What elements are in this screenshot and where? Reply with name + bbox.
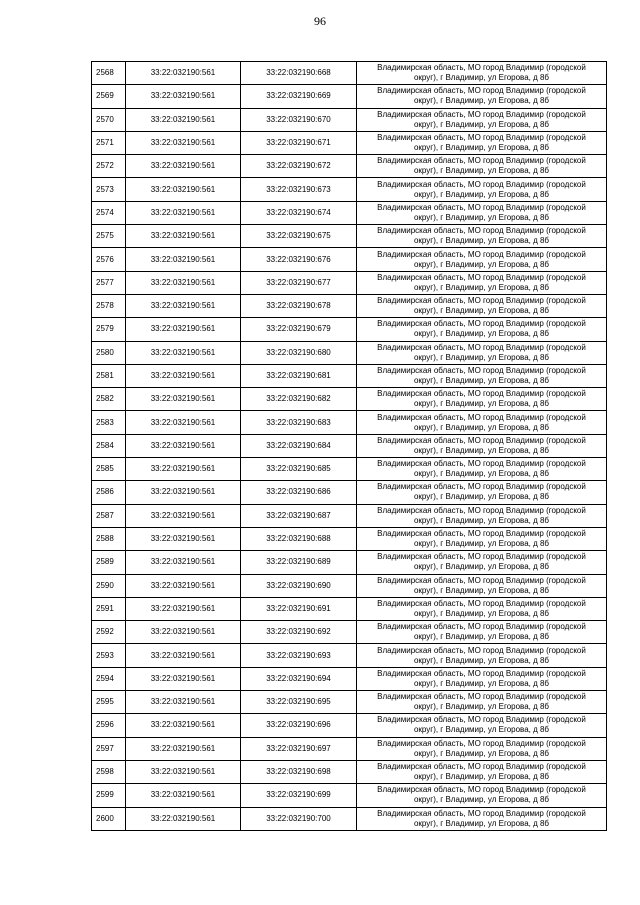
row-number: 2597 [92,737,126,760]
address-cell [357,644,607,667]
row-number: 2588 [92,527,126,550]
cadastral-number: 33:22:032190:675 [241,225,357,248]
address-line-2: округ), г Владимир, ул Егорова, д 8б [413,143,550,153]
table-row [92,807,607,830]
address-cell [357,434,607,457]
table-row [92,201,607,224]
row-number: 2599 [92,784,126,807]
address-cell [357,597,607,620]
table-row [92,155,607,178]
address-line-2: округ), г Владимир, ул Егорова, д 8б [413,306,550,316]
cadastral-number: 33:22:032190:673 [241,178,357,201]
parent-cadastral-number: 33:22:032190:561 [126,621,241,644]
cadastral-number: 33:22:032190:698 [241,760,357,783]
address-cell [357,178,607,201]
address-cell [357,527,607,550]
row-number: 2570 [92,108,126,131]
parent-cadastral-number: 33:22:032190:561 [126,271,241,294]
parent-cadastral-number: 33:22:032190:561 [126,225,241,248]
parent-cadastral-number: 33:22:032190:561 [126,364,241,387]
table-row [92,458,607,481]
cadastral-number: 33:22:032190:699 [241,784,357,807]
row-number: 2569 [92,85,126,108]
address-line-2: округ), г Владимир, ул Егорова, д 8б [413,818,550,828]
cadastral-number: 33:22:032190:676 [241,248,357,271]
parent-cadastral-number: 33:22:032190:561 [126,667,241,690]
address-line-1: Владимирская область, МО город Владимир (городской [377,412,586,422]
parent-cadastral-number: 33:22:032190:561 [126,434,241,457]
address-line-2: округ), г Владимир, ул Егорова, д 8б [413,539,550,549]
parent-cadastral-number: 33:22:032190:561 [126,807,241,830]
table-row [92,434,607,457]
address-line-2: округ), г Владимир, ул Егорова, д 8б [413,282,550,292]
cadastral-number: 33:22:032190:691 [241,597,357,620]
cadastral-number: 33:22:032190:671 [241,131,357,154]
parent-cadastral-number: 33:22:032190:561 [126,737,241,760]
address-line-1: Владимирская область, МО город Владимир (городской [377,342,586,352]
address-line-2: округ), г Владимир, ул Егорова, д 8б [413,515,550,525]
cadastral-number: 33:22:032190:678 [241,294,357,317]
table-row [92,62,607,85]
table-row [92,784,607,807]
row-number: 2573 [92,178,126,201]
row-number: 2590 [92,574,126,597]
row-number: 2596 [92,714,126,737]
table-row [92,131,607,154]
address-line-1: Владимирская область, МО город Владимир (городской [377,226,586,236]
row-number: 2574 [92,201,126,224]
parent-cadastral-number: 33:22:032190:561 [126,714,241,737]
cadastral-number: 33:22:032190:700 [241,807,357,830]
address-cell [357,574,607,597]
address-cell [357,108,607,131]
address-line-1: Владимирская область, МО город Владимир (городской [377,249,586,259]
parent-cadastral-number: 33:22:032190:561 [126,388,241,411]
address-cell [357,551,607,574]
address-cell [357,411,607,434]
address-line-1: Владимирская область, МО город Владимир (городской [377,598,586,608]
address-line-2: округ), г Владимир, ул Егорова, д 8б [413,259,550,269]
address-cell [357,504,607,527]
address-cell [357,691,607,714]
address-line-2: округ), г Владимир, ул Егорова, д 8б [413,772,550,782]
table-row [92,691,607,714]
address-line-1: Владимирская область, МО город Владимир (городской [377,156,586,166]
address-line-1: Владимирская область, МО город Владимир (городской [377,692,586,702]
cadastral-number: 33:22:032190:693 [241,644,357,667]
address-cell [357,737,607,760]
address-cell [357,155,607,178]
address-line-1: Владимирская область, МО город Владимир (городской [377,762,586,772]
cadastral-number: 33:22:032190:686 [241,481,357,504]
address-line-1: Владимирская область, МО город Владимир (городской [377,738,586,748]
row-number: 2586 [92,481,126,504]
row-number: 2585 [92,458,126,481]
address-line-1: Владимирская область, МО город Владимир (городской [377,63,586,73]
address-cell [357,131,607,154]
property-table [91,61,607,831]
address-line-1: Владимирская область, МО город Владимир (городской [377,645,586,655]
cadastral-number: 33:22:032190:681 [241,364,357,387]
parent-cadastral-number: 33:22:032190:561 [126,574,241,597]
address-line-2: округ), г Владимир, ул Егорова, д 8б [413,119,550,129]
address-cell [357,458,607,481]
address-line-1: Владимирская область, МО город Владимир (городской [377,272,586,282]
address-cell [357,714,607,737]
address-line-1: Владимирская область, МО город Владимир (городской [377,715,586,725]
cadastral-number: 33:22:032190:692 [241,621,357,644]
address-line-2: округ), г Владимир, ул Егорова, д 8б [413,189,550,199]
parent-cadastral-number: 33:22:032190:561 [126,294,241,317]
row-number: 2578 [92,294,126,317]
cadastral-number: 33:22:032190:689 [241,551,357,574]
address-cell [357,667,607,690]
table-row [92,178,607,201]
parent-cadastral-number: 33:22:032190:561 [126,201,241,224]
cadastral-number: 33:22:032190:683 [241,411,357,434]
address-line-2: округ), г Владимир, ул Егорова, д 8б [413,445,550,455]
table-row [92,271,607,294]
table-row [92,294,607,317]
address-line-2: округ), г Владимир, ул Егорова, д 8б [413,376,550,385]
address-line-2: округ), г Владимир, ул Егорова, д 8б [413,96,550,106]
table-row [92,85,607,108]
address-line-1: Владимирская область, МО город Владимир (городской [377,86,586,96]
row-number: 2576 [92,248,126,271]
address-cell [357,784,607,807]
address-line-1: Владимирская область, МО город Владимир (городской [377,622,586,632]
table-row [92,574,607,597]
table-body [92,62,607,831]
address-line-2: округ), г Владимир, ул Егорова, д 8б [413,422,550,432]
address-line-2: округ), г Владимир, ул Егорова, д 8б [413,399,550,409]
table-row [92,504,607,527]
parent-cadastral-number: 33:22:032190:561 [126,131,241,154]
address-line-2: округ), г Владимир, ул Егорова, д 8б [413,236,550,246]
table-row [92,364,607,387]
parent-cadastral-number: 33:22:032190:561 [126,85,241,108]
row-number: 2579 [92,318,126,341]
address-line-1: Владимирская область, МО город Владимир (городской [377,552,586,562]
parent-cadastral-number: 33:22:032190:561 [126,527,241,550]
address-cell [357,201,607,224]
cadastral-number: 33:22:032190:669 [241,85,357,108]
address-line-1: Владимирская область, МО город Владимир (городской [377,575,586,585]
address-line-2: округ), г Владимир, ул Егорова, д 8б [413,632,550,642]
address-line-1: Владимирская область, МО город Владимир (городской [377,366,586,375]
cadastral-number: 33:22:032190:684 [241,434,357,457]
table-row [92,411,607,434]
table-row [92,551,607,574]
parent-cadastral-number: 33:22:032190:561 [126,411,241,434]
address-cell [357,807,607,830]
address-line-1: Владимирская область, МО город Владимир (городской [377,482,586,492]
address-cell [357,388,607,411]
address-cell [357,341,607,364]
row-number: 2568 [92,62,126,85]
row-number: 2594 [92,667,126,690]
table-row [92,225,607,248]
address-cell [357,318,607,341]
table-row [92,714,607,737]
address-cell [357,481,607,504]
cadastral-number: 33:22:032190:687 [241,504,357,527]
parent-cadastral-number: 33:22:032190:561 [126,62,241,85]
address-line-2: округ), г Владимир, ул Егорова, д 8б [413,73,550,83]
address-line-2: округ), г Владимир, ул Егорова, д 8б [413,678,550,688]
row-number: 2572 [92,155,126,178]
parent-cadastral-number: 33:22:032190:561 [126,784,241,807]
table-row [92,597,607,620]
cadastral-number: 33:22:032190:697 [241,737,357,760]
address-line-2: округ), г Владимир, ул Егорова, д 8б [413,212,550,222]
address-cell [357,225,607,248]
cadastral-number: 33:22:032190:694 [241,667,357,690]
row-number: 2600 [92,807,126,830]
row-number: 2571 [92,131,126,154]
table-row [92,341,607,364]
row-number: 2577 [92,271,126,294]
parent-cadastral-number: 33:22:032190:561 [126,760,241,783]
address-cell [357,271,607,294]
address-line-1: Владимирская область, МО город Владимир (городской [377,808,586,818]
table-row [92,644,607,667]
address-cell [357,621,607,644]
parent-cadastral-number: 33:22:032190:561 [126,458,241,481]
address-line-1: Владимирская область, МО город Владимир (городской [377,505,586,515]
address-cell [357,294,607,317]
cadastral-number: 33:22:032190:679 [241,318,357,341]
address-line-2: округ), г Владимир, ул Егорова, д 8б [413,608,550,618]
address-line-1: Владимирская область, МО город Владимир (городской [377,668,586,678]
address-line-1: Владимирская область, МО город Владимир (городской [377,785,586,795]
address-cell [357,760,607,783]
row-number: 2591 [92,597,126,620]
address-line-1: Владимирская область, МО город Владимир (городской [377,109,586,119]
address-line-1: Владимирская область, МО город Владимир (городской [377,529,586,539]
cadastral-number: 33:22:032190:690 [241,574,357,597]
page-number: 96 [314,14,326,28]
address-line-1: Владимирская область, МО город Владимир (городской [377,389,586,399]
address-line-2: округ), г Владимир, ул Егорова, д 8б [413,166,550,176]
row-number: 2592 [92,621,126,644]
cadastral-number: 33:22:032190:674 [241,201,357,224]
parent-cadastral-number: 33:22:032190:561 [126,178,241,201]
cadastral-number: 33:22:032190:670 [241,108,357,131]
table-row [92,527,607,550]
row-number: 2587 [92,504,126,527]
parent-cadastral-number: 33:22:032190:561 [126,108,241,131]
address-line-2: округ), г Владимир, ул Егорова, д 8б [413,795,550,805]
table-row [92,481,607,504]
address-line-1: Владимирская область, МО город Владимир (городской [377,296,586,306]
address-line-2: округ), г Владимир, ул Егорова, д 8б [413,329,550,339]
address-line-2: округ), г Владимир, ул Егорова, д 8б [413,725,550,735]
address-line-1: Владимирская область, МО город Владимир (городской [377,133,586,143]
address-line-2: округ), г Владимир, ул Егорова, д 8б [413,352,550,362]
parent-cadastral-number: 33:22:032190:561 [126,155,241,178]
cadastral-number: 33:22:032190:696 [241,714,357,737]
row-number: 2595 [92,691,126,714]
address-cell [357,62,607,85]
parent-cadastral-number: 33:22:032190:561 [126,691,241,714]
row-number: 2580 [92,341,126,364]
address-line-2: округ), г Владимир, ул Егорова, д 8б [413,702,550,712]
table-row [92,760,607,783]
table-row [92,108,607,131]
table-row [92,667,607,690]
row-number: 2593 [92,644,126,667]
parent-cadastral-number: 33:22:032190:561 [126,644,241,667]
cadastral-number: 33:22:032190:680 [241,341,357,364]
parent-cadastral-number: 33:22:032190:561 [126,248,241,271]
row-number: 2582 [92,388,126,411]
parent-cadastral-number: 33:22:032190:561 [126,504,241,527]
table-row [92,621,607,644]
address-cell [357,85,607,108]
cadastral-number: 33:22:032190:668 [241,62,357,85]
address-line-1: Владимирская область, МО город Владимир (городской [377,459,586,469]
address-line-1: Владимирская область, МО город Владимир (городской [377,202,586,212]
table-row [92,318,607,341]
address-line-2: округ), г Владимир, ул Егорова, д 8б [413,585,550,595]
cadastral-number: 33:22:032190:672 [241,155,357,178]
parent-cadastral-number: 33:22:032190:561 [126,551,241,574]
cadastral-number: 33:22:032190:682 [241,388,357,411]
cadastral-number: 33:22:032190:685 [241,458,357,481]
parent-cadastral-number: 33:22:032190:561 [126,341,241,364]
table-row [92,248,607,271]
row-number: 2584 [92,434,126,457]
address-line-2: округ), г Владимир, ул Егорова, д 8б [413,655,550,665]
address-line-2: округ), г Владимир, ул Егорова, д 8б [413,492,550,502]
row-number: 2598 [92,760,126,783]
address-line-1: Владимирская область, МО город Владимир (городской [377,179,586,189]
row-number: 2583 [92,411,126,434]
cadastral-number: 33:22:032190:688 [241,527,357,550]
address-line-2: округ), г Владимир, ул Егорова, д 8б [413,748,550,758]
parent-cadastral-number: 33:22:032190:561 [126,481,241,504]
address-cell [357,248,607,271]
row-number: 2589 [92,551,126,574]
cadastral-number: 33:22:032190:695 [241,691,357,714]
parent-cadastral-number: 33:22:032190:561 [126,318,241,341]
table-row [92,737,607,760]
address-line-2: округ), г Владимир, ул Егорова, д 8б [413,469,550,479]
address-line-2: округ), г Владимир, ул Егорова, д 8б [413,562,550,572]
parent-cadastral-number: 33:22:032190:561 [126,597,241,620]
address-line-1: Владимирская область, МО город Владимир (городской [377,319,586,329]
row-number: 2581 [92,364,126,387]
address-cell [357,364,607,387]
cadastral-number: 33:22:032190:677 [241,271,357,294]
row-number: 2575 [92,225,126,248]
table-row [92,388,607,411]
address-line-1: Владимирская область, МО город Владимир (городской [377,435,586,445]
